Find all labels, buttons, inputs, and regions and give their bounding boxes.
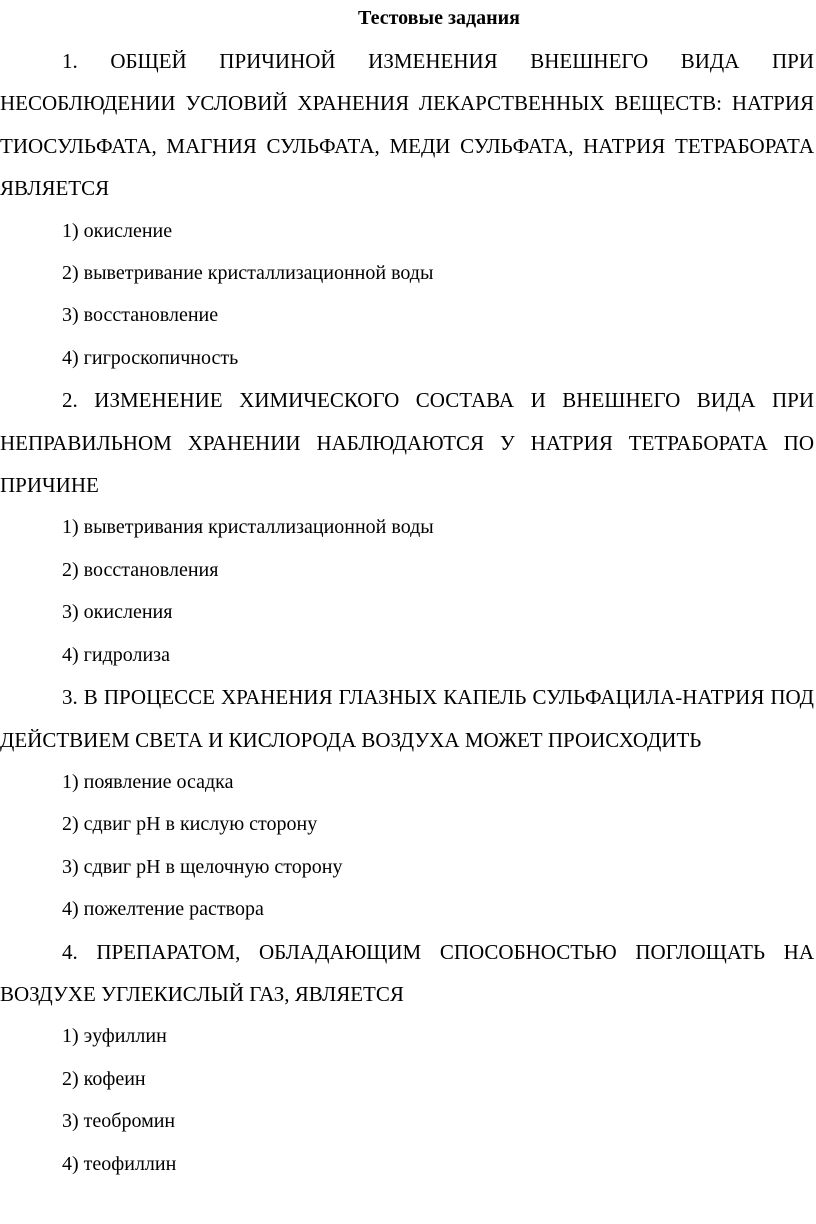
answer-options (0, 506, 814, 676)
answer-option: 4) теофиллин (62, 1152, 177, 1175)
answer-option: 1) выветривания кристаллизационной воды (62, 516, 434, 539)
answer-options (0, 1015, 814, 1185)
question-3 (0, 676, 814, 930)
answer-option: 3) теобромин (62, 1110, 176, 1133)
answer-options (0, 761, 814, 931)
question-4 (0, 931, 814, 1185)
question-text: 2. ИЗМЕНЕНИЕ ХИМИЧЕСКОГО СОСТАВА И ВНЕШНЕГО ВИДА ПРИ НЕПРАВИЛЬНОМ ХРАНЕНИИ НАБЛЮДАЮТСЯ У НАТРИЯ ТЕТРАБОРАТА ПО ПРИЧИНЕ (0, 388, 814, 498)
answer-option: 1) эуфиллин (62, 1025, 167, 1048)
page-title: Тестовые задания (358, 7, 520, 29)
question-text: 4. ПРЕПАРАТОМ, ОБЛАДАЮЩИМ СПОСОБНОСТЬЮ ПОГЛОЩАТЬ НА ВОЗДУХЕ УГЛЕКИСЛЫЙ ГАЗ, ЯВЛЯЕТСЯ (0, 939, 814, 1006)
answer-option: 2) выветривание кристаллизационной воды (62, 262, 434, 285)
answer-option: 1) появление осадка (62, 770, 234, 793)
answer-option: 3) восстановление (62, 304, 219, 327)
answer-option: 2) кофеин (62, 1067, 146, 1090)
answer-option: 4) гидролиза (62, 643, 170, 666)
question-text: 3. В ПРОЦЕССЕ ХРАНЕНИЯ ГЛАЗНЫХ КАПЕЛЬ СУЛЬФАЦИЛА-НАТРИЯ ПОД ДЕЙСТВИЕМ СВЕТА И КИСЛОРОДА ВОЗДУХА МОЖЕТ ПРОИСХОДИТЬ (0, 685, 814, 752)
answer-option: 3) окисления (62, 601, 173, 624)
answer-option: 4) пожелтение раствора (62, 898, 264, 921)
question-1 (0, 40, 814, 379)
answer-option: 4) гигроскопичность (62, 346, 239, 369)
answer-option: 3) сдвиг pH в щелочную сторону (62, 855, 343, 878)
answer-option: 2) восстановления (62, 558, 219, 581)
answer-option: 1) окисление (62, 219, 173, 242)
question-2 (0, 379, 814, 676)
answer-options (0, 210, 814, 380)
answer-option: 2) сдвиг pH в кислую сторону (62, 813, 318, 836)
question-text: 1. ОБЩЕЙ ПРИЧИНОЙ ИЗМЕНЕНИЯ ВНЕШНЕГО ВИДА ПРИ НЕСОБЛЮДЕНИИ УСЛОВИЙ ХРАНЕНИЯ ЛЕКАРСТВЕННЫХ ВЕЩЕСТВ: НАТРИЯ ТИОСУЛЬФАТА, МАГНИЯ СУЛЬФАТА, МЕДИ СУЛЬФАТА, НАТРИЯ ТЕТРАБОРАТА ЯВЛЯЕТСЯ (0, 49, 814, 201)
